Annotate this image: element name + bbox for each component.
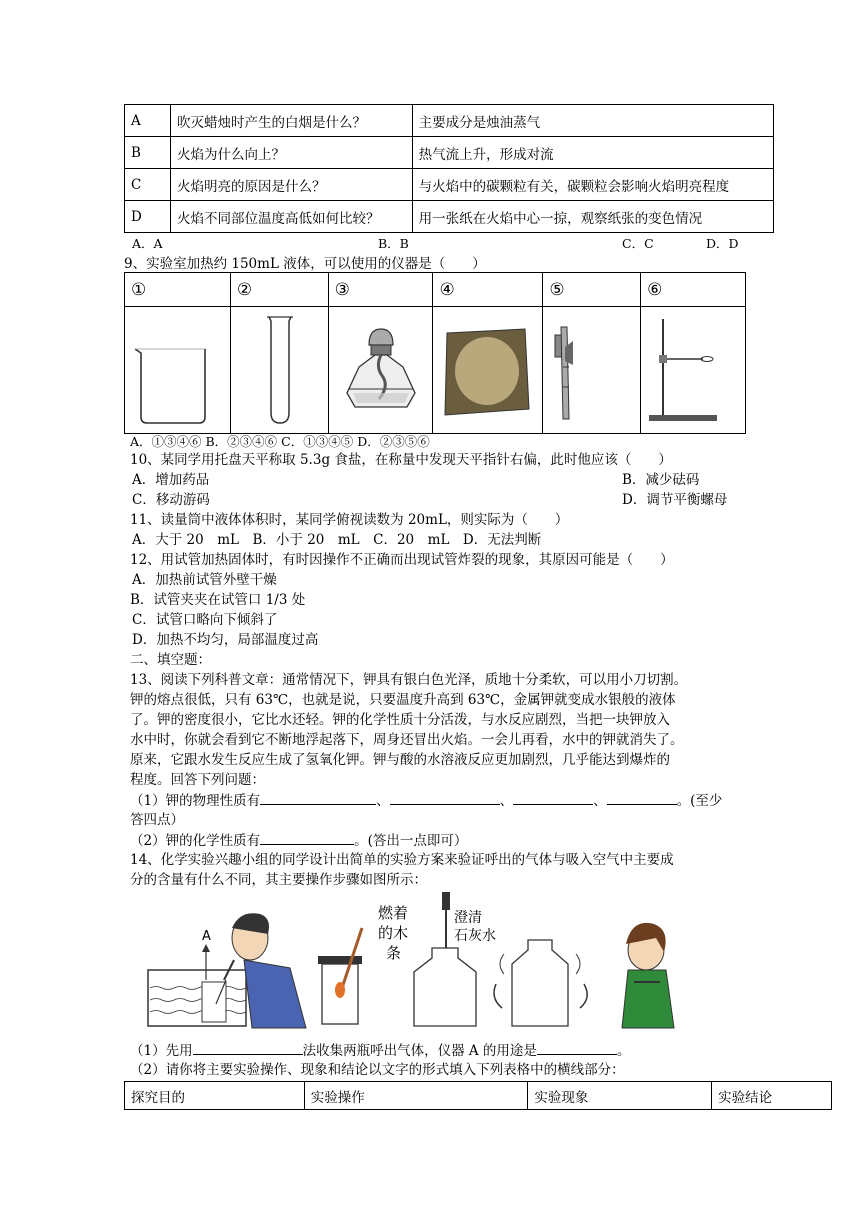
row-question: 火焰为什么向上？ — [170, 137, 412, 169]
answer-blank[interactable] — [390, 790, 500, 805]
row-question: 吹灭蜡烛时产生的白烟是什么？ — [170, 105, 412, 137]
instrument-number: ⑥ — [641, 273, 746, 307]
q14-answer-table — [124, 1081, 832, 1110]
q9-instrument-table — [124, 272, 746, 434]
row-letter: A — [125, 105, 171, 137]
q14-sub2: （2）请你将主要实验操作、现象和结论以文字的形式填入下列表格中的横线部分： — [130, 1062, 625, 1078]
q9-options: A．①③④⑥ B．②③④⑥ C．①③④⑤ D．②③⑤⑥ — [130, 434, 430, 449]
instrument-number: ② — [230, 273, 328, 307]
q14-paragraph-line: 14、化学实验兴趣小组的同学设计出简单的实验方案来验证呼出的气体与吸入空气中主要成 — [130, 852, 674, 868]
instrument-number: ③ — [328, 273, 433, 307]
separator: 、 — [376, 793, 390, 809]
q13-paragraph-line: 13、阅读下列科普文章：通常情况下，钾具有银白色光泽，质地十分柔软，可以用小刀切割。 — [130, 672, 688, 688]
limewater-label: 石灰水 — [454, 928, 496, 944]
table-header: 探究目的 — [125, 1082, 305, 1110]
q10-option-a: A．增加药品 — [132, 472, 210, 488]
table-header: 实验结论 — [712, 1082, 832, 1110]
table-row — [125, 137, 774, 169]
section-heading: 二、填空题： — [130, 652, 211, 668]
row-answer: 主要成分是烛油蒸气 — [412, 105, 773, 137]
q12-option-d: D．加热不均匀，局部温度过高 — [132, 632, 319, 648]
q10-stem: 10、某同学用托盘天平称取 5.3g 食盐，在称量中发现天平指针右偏，此时他应该（ ） — [130, 452, 672, 468]
q13-sub1-end: 。(至少 — [676, 793, 723, 809]
q8-table — [124, 104, 774, 233]
burning-stick-label: 条 — [386, 944, 402, 962]
q12-option-a: A．加热前试管外壁干燥 — [132, 572, 277, 588]
instrument-number: ① — [125, 273, 231, 307]
q14-sub1 — [130, 1040, 630, 1061]
answer-blank[interactable] — [537, 1040, 617, 1055]
alcohol-lamp-cell — [328, 307, 433, 434]
table-row — [125, 201, 774, 233]
q9-stem: 9、实验室加热约 150mL 液体，可以使用的仪器是（ ） — [124, 256, 486, 272]
alcohol-lamp-icon — [329, 307, 432, 429]
asbestos-net-cell — [433, 307, 543, 434]
answer-blank[interactable] — [260, 830, 354, 845]
shaking-bottle-icon — [494, 940, 587, 1026]
q13-sub1-continued: 答四点） — [130, 812, 184, 828]
q8-option-b: B．B — [378, 236, 409, 251]
separator: 、 — [593, 793, 607, 809]
q13-sub1-label: （1）钾的物理性质有 — [130, 793, 261, 809]
q13-sub1 — [130, 790, 722, 811]
table-header: 实验操作 — [304, 1082, 528, 1110]
q12-option-c: C．试管口略向下倾斜了 — [132, 612, 278, 628]
iron-stand-icon — [641, 307, 744, 429]
row-answer: 用一张纸在火焰中心一掠，观察纸张的变色情况 — [412, 201, 773, 233]
q14-experiment-figure — [140, 888, 700, 1034]
row-letter: C — [125, 169, 171, 201]
test-tube-clamp-cell — [543, 307, 641, 434]
q13-paragraph-line: 程度。回答下列问题： — [130, 772, 265, 788]
q10-option-b: B．减少砝码 — [622, 472, 700, 488]
q14-paragraph-line: 分的含量有什么不同，其主要操作步骤如图所示： — [130, 872, 427, 888]
test-tube-cell — [230, 307, 328, 434]
q14-sub1-label: （1）先用 — [130, 1043, 193, 1059]
test-tube-clamp-icon — [543, 307, 639, 429]
beaker-cell — [125, 307, 231, 434]
q8-option-d: D．D — [706, 236, 739, 251]
q12-option-b: B．试管夹夹在试管口 1/3 处 — [130, 592, 306, 608]
table-row — [125, 1082, 832, 1110]
figure-label-a: A — [202, 929, 211, 944]
table-row — [125, 307, 746, 434]
answer-blank[interactable] — [260, 790, 376, 805]
q14-sub1-end: 。 — [616, 1043, 631, 1059]
table-row — [125, 169, 774, 201]
q13-paragraph-line: 原来，它跟水发生反应生成了氢氧化钾。钾与酸的水溶液反应更加剧烈，几乎能达到爆炸的 — [130, 752, 670, 768]
q13-sub2-end: 。(答出一点即可） — [354, 833, 468, 849]
student-girl-icon — [622, 923, 674, 1028]
q8-option-a: A．A — [132, 236, 163, 251]
row-question: 火焰不同部位温度高低如何比较？ — [170, 201, 412, 233]
q13-paragraph-line: 了。钾的密度很小，它比水还轻。钾的化学性质十分活泼，与水反应剧烈，当把一块钾放入 — [130, 712, 670, 728]
row-letter: B — [125, 137, 171, 169]
row-question: 火焰明亮的原因是什么？ — [170, 169, 412, 201]
gas-bottle-with-burning-stick-icon — [318, 928, 362, 1024]
q8-option-c: C．C — [622, 236, 654, 251]
limewater-label: 澄清 — [454, 910, 482, 926]
table-row — [125, 273, 746, 307]
q11-stem: 11、读量筒中液体体积时，某同学俯视读数为 20mL，则实际为（ ） — [130, 512, 569, 528]
burning-stick-label: 的木 — [378, 924, 409, 942]
answer-blank[interactable] — [607, 790, 677, 805]
burning-stick-label: 燃着 — [378, 904, 409, 922]
asbestos-net-icon — [433, 307, 541, 429]
q10-option-d: D．调节平衡螺母 — [622, 492, 728, 508]
water-trough-icon — [148, 970, 246, 1026]
q11-options: A．大于 20 mL B．小于 20 mL C．20 mL D．无法判断 — [132, 532, 542, 548]
row-answer: 热气流上升，形成对流 — [412, 137, 773, 169]
beaker-icon — [125, 307, 229, 429]
answer-blank[interactable] — [513, 790, 593, 805]
arrow-head-icon — [202, 944, 210, 952]
test-tube-icon — [231, 307, 327, 429]
q12-stem: 12、用试管加热固体时，有时因操作不正确而出现试管炸裂的现象，其原因可能是（ ） — [130, 552, 674, 568]
q13-paragraph-line: 水中时，你就会看到它不断地浮起落下，周身还冒出火焰。一会儿再看，水中的钾就消失了。 — [130, 732, 684, 748]
q13-sub2-label: （2）钾的化学性质有 — [130, 833, 261, 849]
iron-stand-cell — [641, 307, 746, 434]
instrument-number: ⑤ — [543, 273, 641, 307]
q10-option-c: C．移动游码 — [132, 492, 210, 508]
separator: 、 — [499, 793, 514, 809]
row-letter: D — [125, 201, 171, 233]
instrument-number: ④ — [433, 273, 543, 307]
row-answer: 与火焰中的碳颗粒有关，碳颗粒会影响火焰明亮程度 — [412, 169, 773, 201]
q13-sub2 — [130, 830, 467, 851]
q13-paragraph-line: 钾的熔点很低，只有 63℃，也就是说，只要温度升高到 63℃，金属钾就变成水银般的液体 — [130, 692, 676, 708]
answer-blank[interactable] — [193, 1040, 303, 1055]
q14-sub1-mid: 法收集两瓶呼出气体，仪器 A 的用途是 — [302, 1043, 537, 1059]
table-row — [125, 105, 774, 137]
table-header: 实验现象 — [528, 1082, 712, 1110]
